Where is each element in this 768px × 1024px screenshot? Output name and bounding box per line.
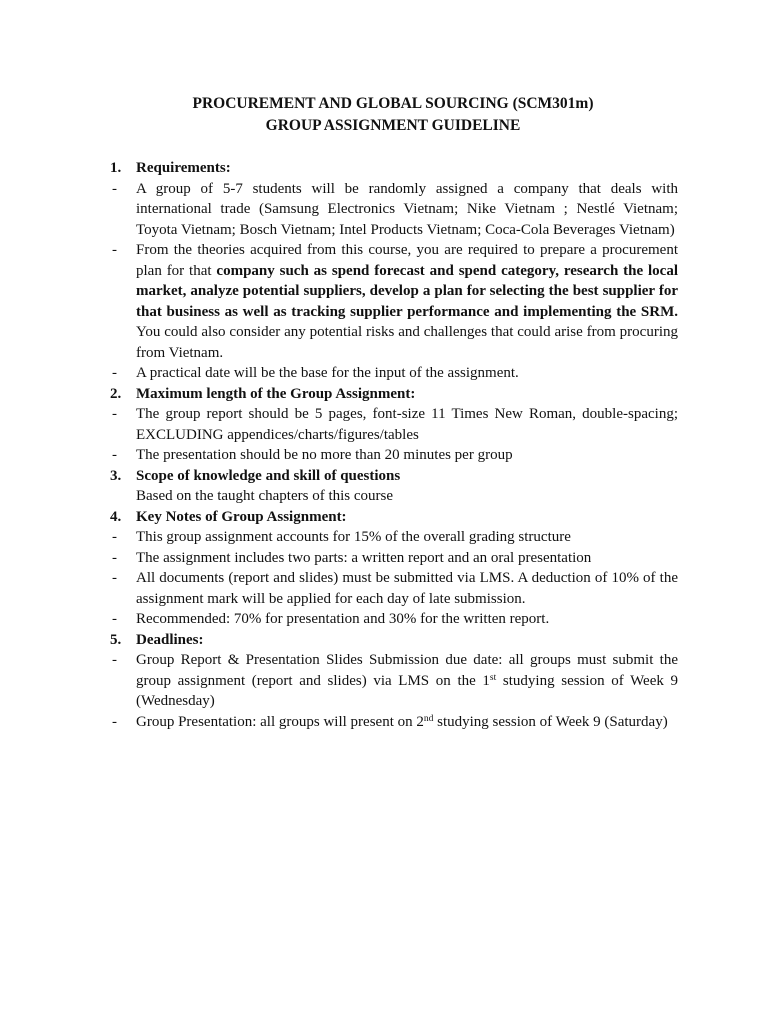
list-item [110,363,678,384]
list-item [110,568,678,609]
section-number: 1. [110,160,122,176]
section-heading-text: Maximum length of the Group Assignment: [136,385,416,402]
document-subtitle: GROUP ASSIGNMENT GUIDELINE [265,117,521,134]
section-number: 2. [110,385,122,402]
list-item-text: This group assignment accounts for 15% of the overall grading structure [136,529,571,545]
section-body-text: Based on the taught chapters of this course [136,488,394,504]
section-heading [110,466,678,487]
list-item-text: Group Report & Presentation Slides Submission due date: all groups must submit the group assignment (report and slides) via LMS on the 1 [136,652,678,689]
ordinal-suffix: st [489,672,497,683]
bullet-dash: - [112,713,117,730]
section-heading-text: Deadlines: [136,631,204,648]
list-item-text: You could also consider any potential risks and challenges that could arise from procuring from Vietnam. [136,324,678,361]
section-scope [110,466,678,507]
bullet-dash: - [112,529,117,545]
section-requirements [110,158,678,384]
list-item [110,548,678,569]
list-item-text: studying session of Week 9 (Saturday) [433,713,668,730]
bullet-dash: - [112,447,117,463]
section-heading-text: Scope of knowledge and skill of questions [136,467,401,484]
list-item [110,527,678,548]
section-heading-text: Key Notes of Group Assignment: [136,508,347,525]
document-body [110,158,678,732]
list-item-text: The group report should be 5 pages, font-size 11 Times New Roman, double-spacing; EXCLUDING appendices/charts/figures/tables [136,406,678,443]
list-item-text: studying session of Week 9 (Wednesday) [136,672,678,709]
list-item-text: All documents (report and slides) must be submitted via LMS. A deduction of 10% of the assignment mark will be applied for each day of late submission. [136,570,678,607]
section-number: 3. [110,467,122,484]
bullet-dash: - [112,549,117,566]
list-item [110,650,678,712]
list-item [110,609,678,630]
bullet-dash: - [112,652,117,668]
section-number: 5. [110,631,122,648]
section-deadlines [110,630,678,733]
ordinal-suffix: nd [423,713,434,724]
list-item-text: A group of 5-7 students will be randomly assigned a company that deals with international trade (Samsung Electronics Vietnam; Nike Vietnam ; Nestlé Vietnam; Toyota Vietnam; Bosch Vietnam; Intel Products Vietnam; Coca-Cola Beverages Vietnam) [136,180,678,238]
bullet-dash: - [112,365,117,381]
bullet-dash: - [112,180,117,197]
section-heading-text: Requirements: [136,160,231,176]
section-maximum-length [110,384,678,466]
section-number: 4. [110,508,122,525]
list-item [110,712,678,733]
list-item [110,240,678,363]
list-item-text: Group Presentation: all groups will present on 2 [136,713,424,730]
section-heading [110,384,678,405]
list-item-text: A practical date will be the base for the input of the assignment. [136,365,519,381]
bullet-dash: - [112,242,117,258]
bullet-dash: - [112,406,117,422]
list-item [110,404,678,445]
list-item-text: The presentation should be no more than 20 minutes per group [136,447,513,463]
bullet-dash: - [112,611,117,627]
list-item [110,445,678,466]
list-item-text: The assignment includes two parts: a written report and an oral presentation [136,549,592,566]
section-key-notes [110,507,678,630]
document-title: PROCUREMENT AND GLOBAL SOURCING (SCM301m) [192,95,594,112]
section-heading [110,630,678,651]
bullet-dash: - [112,570,117,586]
list-item-text: From the theories acquired from this course, you are required to prepare a procurement plan for that [136,242,678,279]
list-item-bold-text: company such as spend forecast and spend category, research the local market, analyze potential suppliers, develop a plan for selecting the best supplier for that business as well as tracking supplier performance and implementing the SRM. [136,262,679,320]
list-item [110,179,678,241]
list-item-text: Recommended: 70% for presentation and 30% for the written report. [136,611,550,627]
section-heading [110,507,678,528]
section-heading [110,158,678,179]
